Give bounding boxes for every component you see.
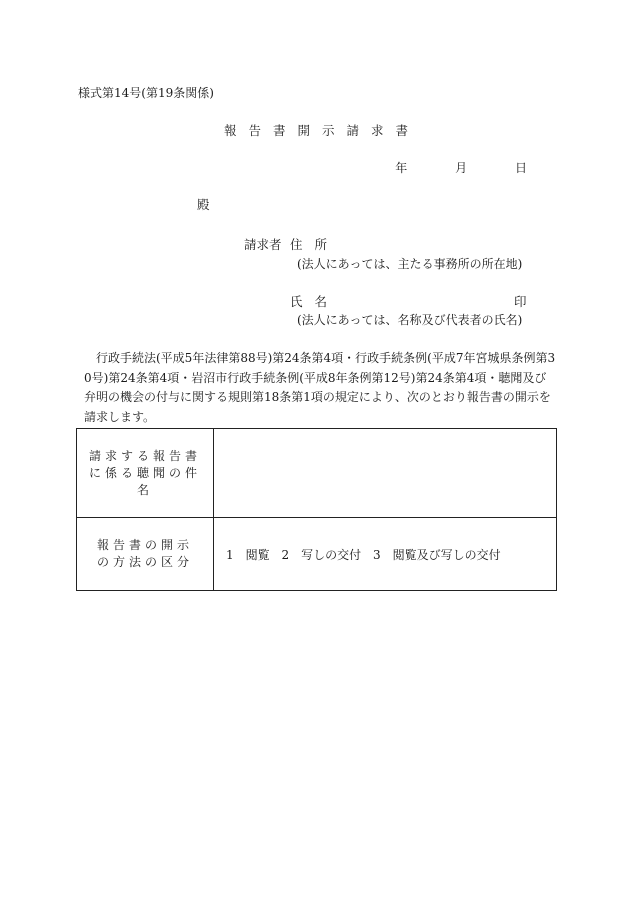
address-label: 住所 <box>290 237 340 252</box>
date-year-label: 年 <box>395 161 408 175</box>
disclosure-method-label-line2: の方法の区分 <box>96 555 193 569</box>
table-row <box>77 518 557 591</box>
document-title: 報告書開示請求書 <box>223 123 420 138</box>
hearing-subject-field[interactable] <box>214 429 557 518</box>
form-number: 様式第14号(第19条関係) <box>78 86 214 100</box>
requester-label: 請求者 <box>244 237 282 252</box>
address-note: (法人にあっては、主たる事務所の所在地) <box>297 257 523 271</box>
table-row <box>77 429 557 518</box>
hearing-subject-label-line2: に係る聴聞の件名 <box>88 465 201 497</box>
name-label: 氏名 <box>290 294 340 309</box>
hearing-subject-label-line1: 請求する報告書 <box>88 448 201 463</box>
request-table <box>76 428 557 591</box>
option-inspection[interactable]: 1 閲覧 <box>226 547 270 562</box>
hearing-subject-label <box>77 429 214 518</box>
date-day-label: 日 <box>514 161 527 175</box>
date-line <box>369 159 527 176</box>
disclosure-method-options <box>214 518 557 591</box>
disclosure-method-label <box>77 518 214 591</box>
date-month-label: 月 <box>455 161 468 175</box>
disclosure-method-label-line1: 報告書の開示 <box>96 538 193 552</box>
addressee-suffix: 殿 <box>197 197 210 212</box>
option-copy[interactable]: 2 写しの交付 <box>281 547 362 562</box>
option-inspection-and-copy[interactable]: 3 閲覧及び写しの交付 <box>372 547 501 562</box>
request-body-text: 行政手続法(平成5年法律第88号)第24条第4項・行政手続条例(平成7年宮城県条例第30号)第24条第4項・岩沼市行政手続条例(平成8年条例第12号)第24条第4項・聴聞及び弁明の機会の付与に関する規則第18条第1項の規定により、次のとおり報告書の開示を請求します。 <box>84 351 556 424</box>
seal-mark: 印 <box>514 294 527 309</box>
name-note: (法人にあっては、名称及び代表者の氏名) <box>297 313 523 327</box>
